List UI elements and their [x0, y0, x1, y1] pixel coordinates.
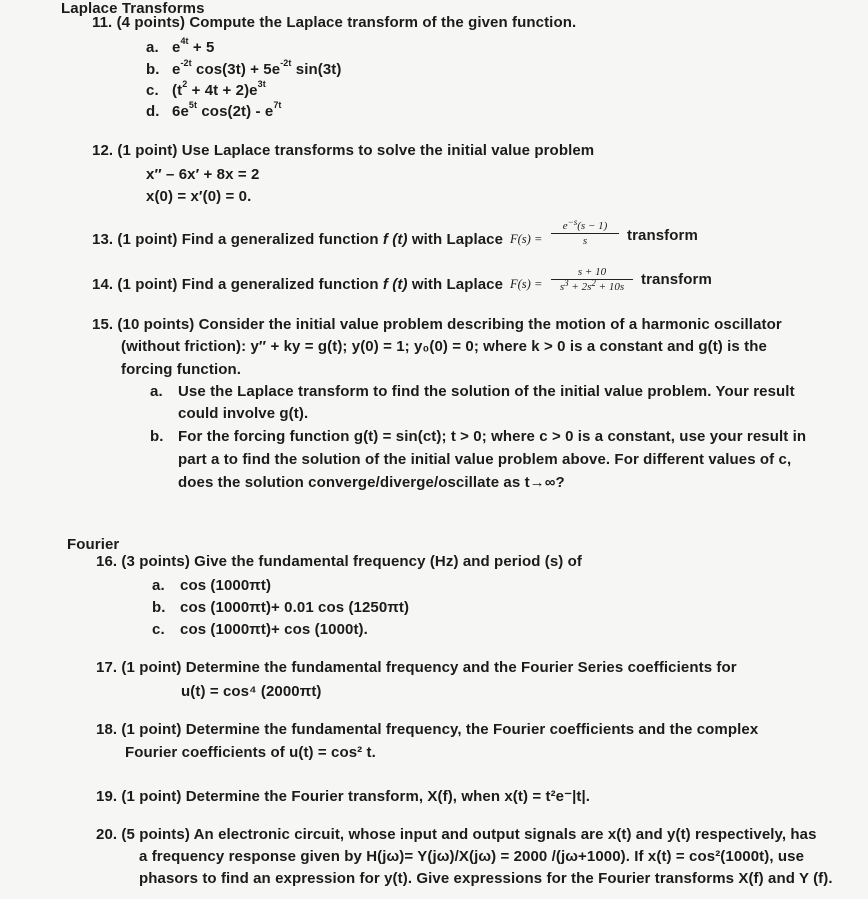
q14-numerator: s + 10 [551, 266, 633, 280]
question-18-line1: 18. (1 point) Determine the fundamental frequency, the Fourier coefficients and the complex [96, 721, 759, 738]
question-17-line1: 17. (1 point) Determine the fundamental frequency and the Fourier Series coefficients for [96, 659, 737, 676]
q16-b-label: b. [152, 599, 166, 616]
question-13-stem: 13. (1 point) Find a generalized function f (t) with Laplace [92, 231, 504, 248]
q14-denominator: $s^3 + 2s^2 + 10s$ [559, 278, 625, 293]
q15-b-line2: part a to find the solution of the initial value problem above. For different values of c, [178, 451, 792, 468]
q15-b-label: b. [150, 428, 164, 445]
q14-lhs: F(s) = [510, 277, 543, 291]
question-11-stem: 11. (4 points) Compute the Laplace transform of the given function. [92, 14, 577, 31]
q15-a-line2: could involve g(t). [178, 405, 309, 422]
q15-b-line3: does the solution converge/diverge/oscillate as t→∞? [178, 474, 565, 491]
section-heading-fourier: Fourier [67, 536, 120, 553]
question-15-line2: (without friction): y″ + ky = g(t); y(0) = 1; y₀(0) = 0; where k > 0 is a constant and g(t) is the [121, 338, 767, 355]
q11-d-label: d. [146, 103, 160, 120]
question-15-line1: 15. (10 points) Consider the initial value problem describing the motion of a harmonic oscillator [92, 316, 782, 333]
question-14-stem: 14. (1 point) Find a generalized function f (t) with Laplace [92, 276, 504, 293]
q15-a-line1: Use the Laplace transform to find the solution of the initial value problem. Your result [178, 383, 795, 400]
q13-lhs: F(s) = [510, 232, 543, 246]
q11-b-label: b. [146, 61, 160, 78]
q11-c-text: $(t^2 + 4t + 2)e^{3t}$ [172, 79, 266, 99]
q16-a-text: cos (1000πt) [180, 577, 272, 594]
question-16-stem: 16. (3 points) Give the fundamental frequency (Hz) and period (s) of [96, 553, 583, 570]
q11-a-text: $e^{4t} + 5$ [172, 36, 215, 56]
q11-b-text: $e^{-2t}$ $\cos(3t) + 5e^{-2t}$ sin(3t) [172, 58, 342, 78]
q11-d-text: $6e^{5t}$ $\cos(2t) - e^{7t}$ [172, 100, 282, 120]
q12-equation: x″ – 6x′ + 8x = 2 [146, 166, 260, 183]
q14-tail: transform [641, 271, 712, 288]
q15-a-label: a. [150, 383, 163, 400]
question-17-line2: u(t) = cos⁴ (2000πt) [181, 683, 322, 700]
q14-fraction [551, 266, 633, 293]
question-15-line3: forcing function. [121, 361, 242, 378]
q15-b-line1: For the forcing function g(t) = sin(ct); t > 0; where c > 0 is a constant, use your result in [178, 428, 807, 445]
q13-denominator: s [582, 235, 588, 247]
question-20-line1: 20. (5 points) An electronic circuit, whose input and output signals are x(t) and y(t) respectively, has [96, 826, 817, 843]
q16-c-text: cos (1000πt)+ cos (1000t). [180, 621, 368, 638]
q13-tail: transform [627, 227, 698, 244]
q16-b-text: cos (1000πt)+ 0.01 cos (1250πt) [180, 599, 410, 616]
question-12-stem: 12. (1 point) Use Laplace transforms to solve the initial value problem [92, 142, 595, 159]
q16-c-label: c. [152, 621, 165, 638]
q11-c-label: c. [146, 82, 159, 99]
question-20-line2: a frequency response given by H(jω)= Y(jω)/X(jω) = 2000 /(jω+1000). If x(t) = cos²(1000t), use [139, 848, 805, 865]
q16-a-label: a. [152, 577, 165, 594]
section-heading-laplace: Laplace Transforms [61, 0, 205, 17]
q11-a-label: a. [146, 39, 159, 56]
question-19-line1: 19. (1 point) Determine the Fourier transform, X(f), when x(t) = t²e⁻|t|. [96, 788, 591, 805]
question-20-line3: phasors to find an expression for y(t). Give expressions for the Fourier transforms X(f) and Y (f). [139, 870, 833, 887]
q13-fraction [551, 217, 619, 247]
q13-numerator: $e^{-s}(s - 1)$ [551, 220, 619, 234]
q12-initial-conditions: x(0) = x′(0) = 0. [146, 188, 252, 205]
question-18-line2: Fourier coefficients of u(t) = cos² t. [125, 744, 376, 761]
